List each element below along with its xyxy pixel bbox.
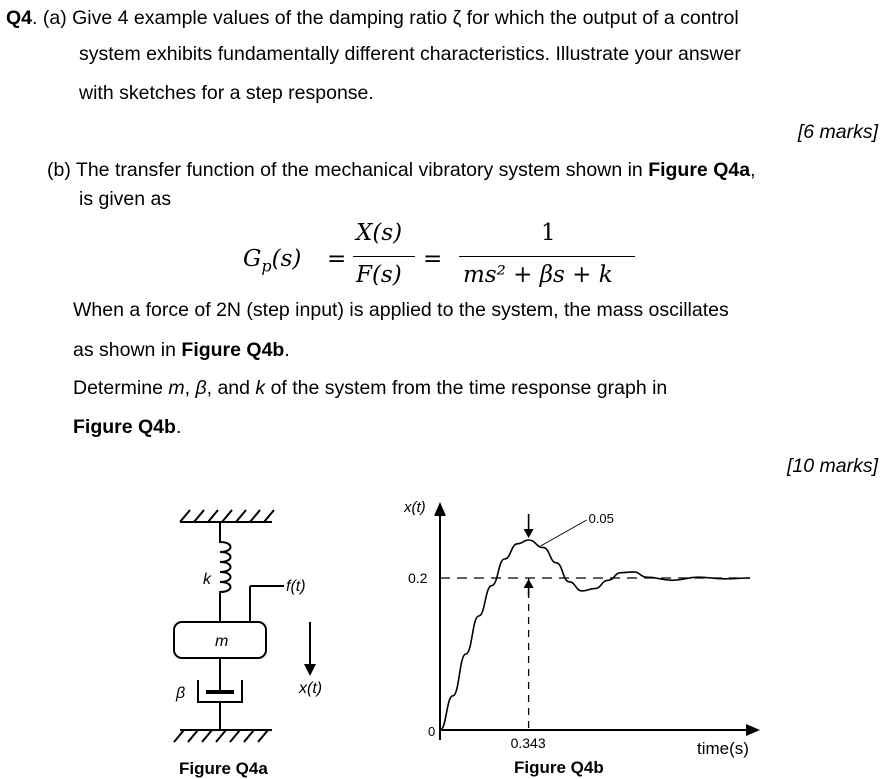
- figure-q4a-diagram: [160, 500, 360, 760]
- damper: [198, 658, 242, 730]
- fraction-bar-1: [353, 256, 415, 257]
- overshoot-label: 0.05: [588, 511, 614, 526]
- figure-q4b-reference-2: Figure Q4b: [73, 416, 176, 438]
- part-b-line-5-tail: of the system from the time response graph in: [265, 377, 668, 399]
- part-b-line-1: [47, 158, 755, 182]
- displacement-arrow: [304, 622, 316, 676]
- question-number: Q4: [6, 7, 33, 29]
- part-b-line-1-comma: ,: [750, 159, 756, 181]
- part-b-marks: [10 marks]: [786, 455, 878, 477]
- equation-lhs-sub: p: [261, 256, 272, 276]
- equation-equals-1: =: [327, 246, 347, 272]
- figure-q4b-reference-1: Figure Q4b: [181, 339, 285, 361]
- response-curve: [440, 540, 750, 730]
- part-a-marks: [6 marks]: [797, 121, 878, 143]
- part-b-line-3: When a force of 2N (step input) is applied to the system, the mass oscillates: [73, 299, 729, 321]
- part-b-line-5-sep-2: , and: [206, 377, 256, 399]
- peak-time-label: 0.343: [510, 735, 546, 751]
- equation-lhs-g: G: [243, 246, 262, 272]
- part-b-line-5-sep-1: ,: [184, 377, 196, 399]
- spring-label: k: [203, 571, 211, 588]
- damper-label: β: [176, 685, 186, 702]
- equation-lhs: [243, 246, 301, 276]
- equation-numerator-2: 1: [541, 220, 556, 246]
- y-axis-label: x(t): [404, 499, 426, 516]
- y-axis-arrow: [434, 502, 446, 516]
- ceiling-support: [180, 510, 274, 522]
- question-heading: Q4. (a) Give 4 example values of the damping ratio ζ for which the output of a control: [6, 7, 739, 29]
- part-b-line-6: [73, 415, 181, 439]
- equation-numerator-1: X(s): [356, 220, 403, 246]
- fraction-bar-2: [459, 256, 635, 257]
- equation-lhs-arg: (s): [271, 246, 302, 272]
- mass-label: m: [215, 633, 229, 650]
- equation-denominator-2: ms² + βs + k: [463, 262, 613, 288]
- part-b-line-5: [73, 376, 667, 400]
- displacement-label: x(t): [299, 680, 323, 697]
- part-b-label: (b): [47, 159, 71, 181]
- variable-beta: β: [195, 377, 207, 399]
- part-a-line-3: with sketches for a step response.: [79, 82, 374, 104]
- figure-q4b-chart: [390, 490, 780, 760]
- part-b-line-4-period: .: [284, 339, 290, 361]
- part-b-line-6-period: .: [175, 416, 182, 438]
- peak-down-arrow-head: [524, 529, 534, 538]
- figure-q4b-caption: Figure Q4b: [514, 758, 604, 777]
- x-axis-label: time(s): [697, 739, 749, 758]
- overshoot-markers: [524, 514, 587, 596]
- figure-q4a-caption: Figure Q4a: [179, 759, 268, 778]
- part-a-label: (a): [42, 7, 67, 29]
- force-label: f(t): [286, 578, 306, 595]
- variable-m: m: [168, 377, 185, 399]
- steady-state-value-label: 0.2: [408, 570, 428, 586]
- overshoot-leader-line: [541, 520, 587, 546]
- part-a-line-2: system exhibits fundamentally different characteristics. Illustrate your answer: [79, 43, 741, 65]
- equation-equals-2: =: [423, 246, 443, 272]
- equation-denominator-1: F(s): [356, 262, 402, 288]
- ground-support: [174, 730, 272, 742]
- figure-q4a-reference: Figure Q4a: [648, 159, 751, 181]
- part-b-line-4: [73, 338, 290, 362]
- origin-label: 0: [428, 724, 436, 739]
- x-axis-arrow: [746, 724, 760, 736]
- part-a-line-1: Give 4 example values of the damping ratio ζ for which the output of a control: [72, 7, 739, 29]
- spring: [220, 522, 231, 622]
- steady-up-arrow-head: [524, 579, 534, 588]
- force-arrow: [250, 586, 284, 622]
- part-b-line-4-text: as shown in: [73, 339, 182, 361]
- part-b-line-1-text: The transfer function of the mechanical vibratory system shown in: [75, 159, 649, 181]
- variable-k: k: [255, 377, 266, 399]
- part-b-line-5-text: Determine: [73, 377, 169, 399]
- part-b-line-2: is given as: [79, 188, 172, 210]
